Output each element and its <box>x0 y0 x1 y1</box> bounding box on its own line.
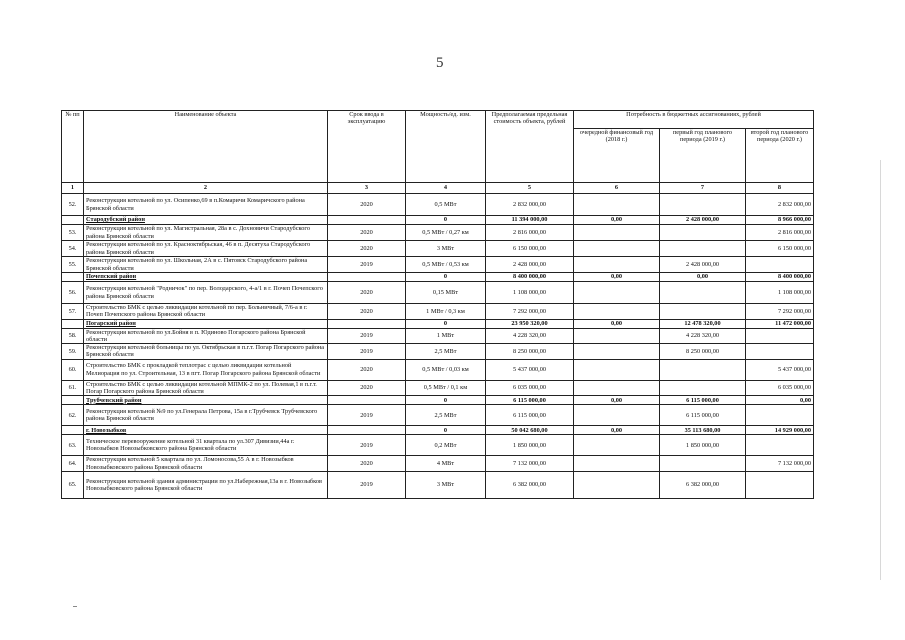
year-2019-cell: 2 428 000,00 <box>660 257 746 273</box>
table-row <box>62 241 814 257</box>
capacity-cell: 0 <box>406 396 486 405</box>
row-number: 55. <box>62 257 84 273</box>
group-row <box>62 426 814 435</box>
term-cell <box>328 216 406 225</box>
term-cell: 2020 <box>328 456 406 472</box>
group-name: г. Новозыбков <box>84 426 328 435</box>
year-2020-cell: 8 966 000,00 <box>746 216 814 225</box>
row-number: 56. <box>62 282 84 304</box>
header-name: Наименование объекта <box>84 111 328 183</box>
year-2019-cell: 1 850 000,00 <box>660 435 746 456</box>
term-cell: 2020 <box>328 241 406 257</box>
year-2018-cell <box>574 344 660 360</box>
cost-cell: 6 150 000,00 <box>486 241 574 257</box>
capacity-cell: 0,5 МВт / 0,53 км <box>406 257 486 273</box>
row-number: 57. <box>62 304 84 320</box>
row-number <box>62 426 84 435</box>
year-2020-cell: 0,00 <box>746 396 814 405</box>
cost-cell: 2 428 000,00 <box>486 257 574 273</box>
term-cell: 2020 <box>328 225 406 241</box>
year-2019-cell: 8 250 000,00 <box>660 344 746 360</box>
cost-cell: 6 115 000,00 <box>486 396 574 405</box>
object-name: Реконструкция котельной по ул. Осипенко,69 в п.Комаричи Комаричского района Брянской области <box>84 194 328 216</box>
object-name: Строительство БМК с прокладкой теплотрас с целью ликвидации котельной Мелиорация по ул. Строительная, 13 в пгт. Погар Погарского района Брянской области <box>84 359 328 380</box>
cost-cell: 7 292 000,00 <box>486 304 574 320</box>
year-2020-cell: 7 292 000,00 <box>746 304 814 320</box>
scan-mark <box>73 606 77 607</box>
year-2020-cell: 2 832 000,00 <box>746 194 814 216</box>
header-year-2018: очередной финансовый год (2018 г.) <box>574 129 660 183</box>
table-row <box>62 194 814 216</box>
object-name: Реконструкция котельной по ул. Школьная, 2А в с. Пятовск Стародубского района Брянской области <box>84 257 328 273</box>
group-name: Стародубский район <box>84 216 328 225</box>
capacity-cell: 0 <box>406 273 486 282</box>
column-number: 6 <box>574 183 660 194</box>
cost-cell: 50 042 680,00 <box>486 426 574 435</box>
year-2018-cell <box>574 359 660 380</box>
year-2019-cell <box>660 194 746 216</box>
year-2019-cell: 4 228 320,00 <box>660 328 746 344</box>
object-name: Реконструкция котельной по ул. Магистральная, 28а в с. Дохновичи Стародубского района Брянской области <box>84 225 328 241</box>
cost-cell: 2 832 000,00 <box>486 194 574 216</box>
header-need: Потребность в бюджетных ассигнованиях, рублей <box>574 111 814 129</box>
year-2019-cell: 6 115 000,00 <box>660 396 746 405</box>
column-number: 5 <box>486 183 574 194</box>
year-2018-cell <box>574 304 660 320</box>
row-number: 59. <box>62 344 84 360</box>
year-2018-cell: 0,00 <box>574 273 660 282</box>
object-name: Техническое перевооружение котельной 31 квартала по ул.307 Дивизии,44а г. Новозыбков Новозыбковского района Брянской области <box>84 435 328 456</box>
term-cell <box>328 426 406 435</box>
capacity-cell: 2,5 МВт <box>406 405 486 426</box>
group-name: Трубчевский район <box>84 396 328 405</box>
object-name: Реконструкция котельной №9 по ул.Генерала Петрова, 15а в г.Трубчевск Трубчевского района Брянской области <box>84 405 328 426</box>
year-2018-cell <box>574 456 660 472</box>
year-2020-cell: 6 150 000,00 <box>746 241 814 257</box>
header-no: № пп <box>62 111 84 183</box>
column-number: 1 <box>62 183 84 194</box>
cost-cell: 1 850 000,00 <box>486 435 574 456</box>
cost-cell: 6 115 000,00 <box>486 405 574 426</box>
term-cell: 2019 <box>328 405 406 426</box>
year-2019-cell <box>660 304 746 320</box>
term-cell: 2020 <box>328 282 406 304</box>
year-2018-cell <box>574 282 660 304</box>
object-name: Реконструкция котельной больницы по ул. Октябрьская в п.г.т. Погар Погарского района Брянской области <box>84 344 328 360</box>
header-cost: Предполагаемая предельная стоимость объекта, рублей <box>486 111 574 183</box>
cost-cell: 7 132 000,00 <box>486 456 574 472</box>
year-2018-cell <box>574 380 660 396</box>
column-number: 4 <box>406 183 486 194</box>
capacity-cell: 0,5 МВт / 0,03 км <box>406 359 486 380</box>
table-row <box>62 405 814 426</box>
year-2018-cell <box>574 328 660 344</box>
year-2018-cell <box>574 405 660 426</box>
row-number: 64. <box>62 456 84 472</box>
capacity-cell: 1 МВт / 0,3 км <box>406 304 486 320</box>
term-cell: 2019 <box>328 471 406 498</box>
capacity-cell: 0 <box>406 426 486 435</box>
year-2020-cell <box>746 257 814 273</box>
cost-cell: 6 382 000,00 <box>486 471 574 498</box>
header-year-2020: второй год планового периода (2020 г.) <box>746 129 814 183</box>
table-row <box>62 359 814 380</box>
row-number <box>62 273 84 282</box>
year-2019-cell: 0,00 <box>660 273 746 282</box>
table-row <box>62 435 814 456</box>
table-row <box>62 225 814 241</box>
column-number: 2 <box>84 183 328 194</box>
year-2019-cell: 6 382 000,00 <box>660 471 746 498</box>
row-number: 63. <box>62 435 84 456</box>
year-2018-cell: 0,00 <box>574 396 660 405</box>
year-2019-cell: 2 428 000,00 <box>660 216 746 225</box>
capacity-cell: 0,5 МВт / 0,1 км <box>406 380 486 396</box>
year-2018-cell: 0,00 <box>574 426 660 435</box>
capacity-cell: 0,5 МВт / 0,27 км <box>406 225 486 241</box>
row-number: 62. <box>62 405 84 426</box>
table-row <box>62 456 814 472</box>
year-2020-cell <box>746 328 814 344</box>
cost-cell: 4 228 320,00 <box>486 328 574 344</box>
year-2018-cell <box>574 225 660 241</box>
row-number <box>62 396 84 405</box>
table-body <box>62 194 814 499</box>
row-number: 60. <box>62 359 84 380</box>
group-row <box>62 216 814 225</box>
capacity-cell: 4 МВт <box>406 456 486 472</box>
object-name: Реконструкция котельной здания администрации по ул.Набережная,13а в г. Новозыбков Новозыбковского района Брянской области <box>84 471 328 498</box>
year-2019-cell <box>660 359 746 380</box>
year-2020-cell <box>746 344 814 360</box>
table-row <box>62 344 814 360</box>
term-cell: 2019 <box>328 257 406 273</box>
header-term: Срок ввода в эксплуатацию <box>328 111 406 183</box>
row-number: 65. <box>62 471 84 498</box>
year-2020-cell <box>746 405 814 426</box>
capacity-cell: 0,5 МВт <box>406 194 486 216</box>
term-cell: 2020 <box>328 359 406 380</box>
year-2018-cell <box>574 435 660 456</box>
year-2019-cell <box>660 456 746 472</box>
table-row <box>62 328 814 344</box>
year-2019-cell: 35 113 680,00 <box>660 426 746 435</box>
capacity-cell: 2,5 МВт <box>406 344 486 360</box>
term-cell: 2020 <box>328 380 406 396</box>
term-cell: 2019 <box>328 435 406 456</box>
group-name: Погарский район <box>84 319 328 328</box>
row-number <box>62 319 84 328</box>
object-name: Реконструкция котельной 5 квартала по ул. Ломоносова,55 А в г. Новозыбков Новозыбковского района Брянской области <box>84 456 328 472</box>
row-number: 58. <box>62 328 84 344</box>
capacity-cell: 3 МВт <box>406 471 486 498</box>
year-2018-cell: 0,00 <box>574 216 660 225</box>
term-cell <box>328 319 406 328</box>
year-2020-cell: 5 437 000,00 <box>746 359 814 380</box>
year-2020-cell <box>746 435 814 456</box>
table-row <box>62 257 814 273</box>
table-row <box>62 282 814 304</box>
group-row <box>62 319 814 328</box>
year-2019-cell: 12 478 320,00 <box>660 319 746 328</box>
table-row <box>62 380 814 396</box>
term-cell: 2019 <box>328 344 406 360</box>
group-row <box>62 273 814 282</box>
term-cell: 2020 <box>328 304 406 320</box>
year-2019-cell <box>660 225 746 241</box>
year-2020-cell <box>746 471 814 498</box>
table-row <box>62 471 814 498</box>
capacity-cell: 0 <box>406 216 486 225</box>
year-2019-cell: 6 115 000,00 <box>660 405 746 426</box>
row-number: 53. <box>62 225 84 241</box>
year-2018-cell <box>574 257 660 273</box>
year-2019-cell <box>660 282 746 304</box>
object-name: Реконструкция котельной по ул.Бойня в п. Юдиново Погарского района Брянской области <box>84 328 328 344</box>
header-year-2019: первый год планового периода (2019 г.) <box>660 129 746 183</box>
year-2019-cell <box>660 380 746 396</box>
term-cell <box>328 273 406 282</box>
column-number: 7 <box>660 183 746 194</box>
year-2020-cell: 11 472 000,00 <box>746 319 814 328</box>
year-2020-cell: 6 035 000,00 <box>746 380 814 396</box>
capacity-cell: 1 МВт <box>406 328 486 344</box>
budget-table <box>61 110 814 499</box>
object-name: Реконструкция котельной "Родничок" по пер. Володарского, 4-а/1 в г. Почеп Почепского района Брянской области <box>84 282 328 304</box>
year-2020-cell: 7 132 000,00 <box>746 456 814 472</box>
row-number <box>62 216 84 225</box>
row-number: 61. <box>62 380 84 396</box>
page-number: 5 <box>436 55 444 71</box>
cost-cell: 1 108 000,00 <box>486 282 574 304</box>
year-2020-cell: 1 108 000,00 <box>746 282 814 304</box>
row-number: 54. <box>62 241 84 257</box>
object-name: Строительство БМК с целью ликвидации котельной по пер. Больничный, 7/6-а в г. Почеп Почепского района Брянской области <box>84 304 328 320</box>
capacity-cell: 0,2 МВт <box>406 435 486 456</box>
cost-cell: 11 394 000,00 <box>486 216 574 225</box>
capacity-cell: 0 <box>406 319 486 328</box>
header-capacity: Мощность/ед. изм. <box>406 111 486 183</box>
capacity-cell: 0,15 МВт <box>406 282 486 304</box>
cost-cell: 8 250 000,00 <box>486 344 574 360</box>
column-number-row <box>62 183 814 194</box>
scan-edge <box>880 160 881 580</box>
cost-cell: 23 950 320,00 <box>486 319 574 328</box>
cost-cell: 6 035 000,00 <box>486 380 574 396</box>
object-name: Строительство БМК с целью ликвидации котельной МПМК-2 по ул. Полевая,1 в п.г.т. Погар Погарского района Брянской области <box>84 380 328 396</box>
cost-cell: 5 437 000,00 <box>486 359 574 380</box>
year-2019-cell <box>660 241 746 257</box>
group-name: Почепский район <box>84 273 328 282</box>
year-2018-cell: 0,00 <box>574 319 660 328</box>
capacity-cell: 3 МВт <box>406 241 486 257</box>
table-row <box>62 304 814 320</box>
year-2018-cell <box>574 194 660 216</box>
group-row <box>62 396 814 405</box>
year-2020-cell: 14 929 000,00 <box>746 426 814 435</box>
column-number: 3 <box>328 183 406 194</box>
year-2020-cell: 8 400 000,00 <box>746 273 814 282</box>
cost-cell: 8 400 000,00 <box>486 273 574 282</box>
year-2018-cell <box>574 241 660 257</box>
year-2018-cell <box>574 471 660 498</box>
term-cell: 2020 <box>328 194 406 216</box>
cost-cell: 2 816 000,00 <box>486 225 574 241</box>
year-2020-cell: 2 816 000,00 <box>746 225 814 241</box>
term-cell <box>328 396 406 405</box>
row-number: 52. <box>62 194 84 216</box>
object-name: Реконструкция котельной по ул. Красноктябрьская, 46 в п. Десятуха Стародубского района Брянской области <box>84 241 328 257</box>
column-number: 8 <box>746 183 814 194</box>
term-cell: 2019 <box>328 328 406 344</box>
